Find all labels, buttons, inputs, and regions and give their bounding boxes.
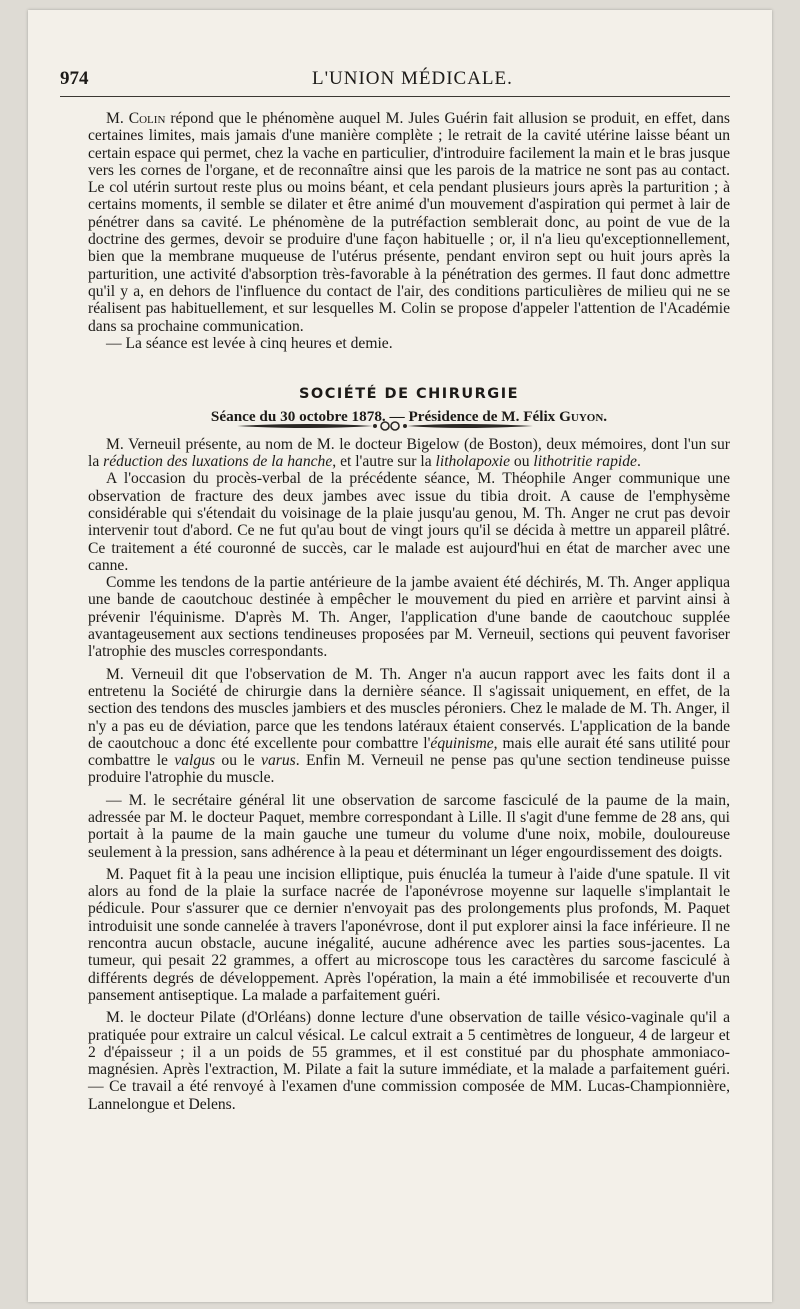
text-run: , et l'autre sur la — [332, 453, 436, 471]
paquet-operation: M. Paquet fit à la peau une incision elliptique, puis énucléa la tumeur à l'aide d'une spatule. Il vit alors au fond de la plaie la surface nacrée de l'aponévrose moyenne sur laquelle s'implantait le pédicule. Pour s'assurer que ce dernier n'envoyait pas des prolongements plus profonds, M. Paquet introduisit une sonde cannelée à travers l'aponévrose, dont il put explorer ainsi la face inférieure. Il ne rencontra aucun obstacle, aucune inégalité, aucune adhérence avec les parties sous-jacentes. La tumeur, qui pesait 22 grammes, a offert au microscope tous les caractères du sarcome fasciculé à différents degrés de développement. Après l'opération, la main a été immobilisée et recouverte d'un pansement antiseptique. La malade a parfaitement guéri. — [88, 865, 730, 1004]
emphasis: réduction des luxations de la hanche — [103, 453, 333, 471]
anger-observation: A l'occasion du procès-verbal de la précédente séance, M. Théophile Anger communique une observation de fracture des deux jambes avec issue du tibia droit. A cause de l'emphysème considérable qui s'étendait du voisinage de la plaie jusqu'au genou, M. Th. Anger ne crut pas devoir intervenir tout d'abord. Ce ne fut qu'au bout de vingt jours qu'il se décida à mettre un appareil plâtré. Ce traitement a été couronné de succès, car le malade est aujourd'hui en état de marcher avec une canne. — [88, 470, 730, 574]
section-title: SOCIÉTÉ DE CHIRURGIE — [298, 386, 520, 403]
president-name: Guyon — [559, 408, 604, 426]
speaker-colin: M. Colin — [106, 110, 166, 127]
text-run: M. Verneuil présente, au nom de M. le docteur Bigelow (de Boston), deux mémoires, dont l'un sur la — [88, 435, 730, 471]
text-run: . Enfin M. Verneuil ne pense pas qu'une section tendineuse puisse produire l'atrophie du muscle. — [88, 752, 730, 787]
header-rule — [60, 96, 730, 97]
text-run: . — [636, 453, 641, 471]
journal-title: L'UNION MÉDICALE. — [312, 68, 513, 89]
page-number: 974 — [60, 68, 89, 89]
colin-paragraph — [88, 110, 730, 335]
emphasis: valgus — [174, 752, 216, 770]
text-run: ou — [510, 453, 534, 471]
verneuil-reply — [88, 666, 730, 787]
seance-line — [88, 408, 730, 425]
emphasis: litholapoxie — [435, 453, 511, 471]
text-run: M. Verneuil dit que l'observation de M. Th. Anger n'a aucun rapport avec les faits dont il a entretenu la Société de chirurgie dans la dernière séance. Il s'agissait uniquement, en effet, de la section des tendons des muscles jambiers et des muscles péroniers. Chez le malade de M. Th. Anger, il n'y a pas eu de déviation, parce que les tendons latéraux étaient conservés. L'application de la bande de caoutchouc a donc été excellente pour combattre l' — [88, 665, 730, 752]
article-column — [88, 110, 730, 1113]
verneuil-presentation — [88, 436, 730, 471]
seance-closing: — La séance est levée à cinq heures et demie. — [106, 334, 393, 352]
colin-text: répond que le phénomène auquel M. Jules Guérin fait allusion se produit, en effet, dans certaines limites, mais jamais d'une manière complète ; le retrait de la cavité utérine laisse béant un certain espace qui permet, chez la vache en particulier, d'introduire facilement la main et le bras jusque vers les cornes de l'organe, et de reconnaître ainsi que les parois de la matrice ne sont pas au contact. Le col utérin surtout reste plus ou moins béant, et cela pendant plusieurs jours après la parturition ; à certains moments, il semble se dilater et être animé d'un mouvement d'aspiration qui permet à lair de pénétrer dans sa cavité. Le phénomène de la putréfaction semblerait donc, au point de vue de la doctrine des germes, devoir se produire d'une façon habituelle ; or, il n'a lieu qu'exceptionnellement, bien que la membrane muqueuse de l'utérus présente, pendant environ sept ou huit jours après la parturition, une activité d'absorption très-favorable à la pénétration des germes. Il faut donc admettre qu'il y a, en dehors de l'influence du contact de l'air, des conditions particulières de milieu qui ne se réalisent pas habituellement, et sur lesquelles M. Colin se propose d'appeler l'attention de l'Académie dans sa prochaine communication. — [88, 110, 730, 335]
emphasis: varus — [261, 752, 296, 770]
emphasis: lithotritie rapide — [533, 453, 637, 471]
running-header — [60, 68, 740, 92]
pilate-observation: M. le docteur Pilate (d'Orléans) donne lecture d'une observation de taille vésico-vaginale qu'il a pratiquée pour extraire un calcul vésical. Le calcul extrait a 5 centimètres de longueur, 4 de largeur et 2 d'épaisseur ; il a un poids de 55 grammes, et il est constitué par du phosphate ammoniaco-magnésien. Après l'extraction, M. Pilate a fait la suture immédiate, et la malade a parfaitement guéri. — Ce travail a été renvoyé à l'examen d'une commission composée de MM. Lucas-Championnière, Lannelongue et Delens. — [88, 1009, 730, 1113]
seance-date: Séance du 30 octobre 1878. — Présidence de M. Félix — [210, 408, 560, 426]
text-run: , mais elle aurait été sans utilité pour combattre le — [88, 734, 730, 770]
sarcome-observation: — M. le secrétaire général lit une observation de sarcome fasciculé de la paume de la main, adressée par M. le docteur Paquet, membre correspondant à Lille. Il s'agit d'une femme de 28 ans, qui portait à la paume de la main gauche une tumeur du volume d'une noix, mobile, douloureuse seulement à la pression, sans adhérence à la peau et déterminant un léger engourdissement des doigts. — [88, 791, 730, 861]
text-run: ou le — [215, 752, 262, 770]
emphasis: équinisme — [430, 734, 494, 752]
seance-suffix: . — [603, 408, 608, 426]
anger-tendons: Comme les tendons de la partie antérieure de la jambe avaient été déchirés, M. Th. Anger appliqua une bande de caoutchouc destinée à empêcher le mouvement du pied en arrière et parvint ainsi à prévenir l'équinisme. D'après M. Th. Anger, l'application d'une bande de caoutchouc supplée avantageusement aux sections tendineuses proposées par M. Verneuil, sections qui peuvent favoriser l'atrophie des muscles correspondants. — [88, 574, 730, 661]
